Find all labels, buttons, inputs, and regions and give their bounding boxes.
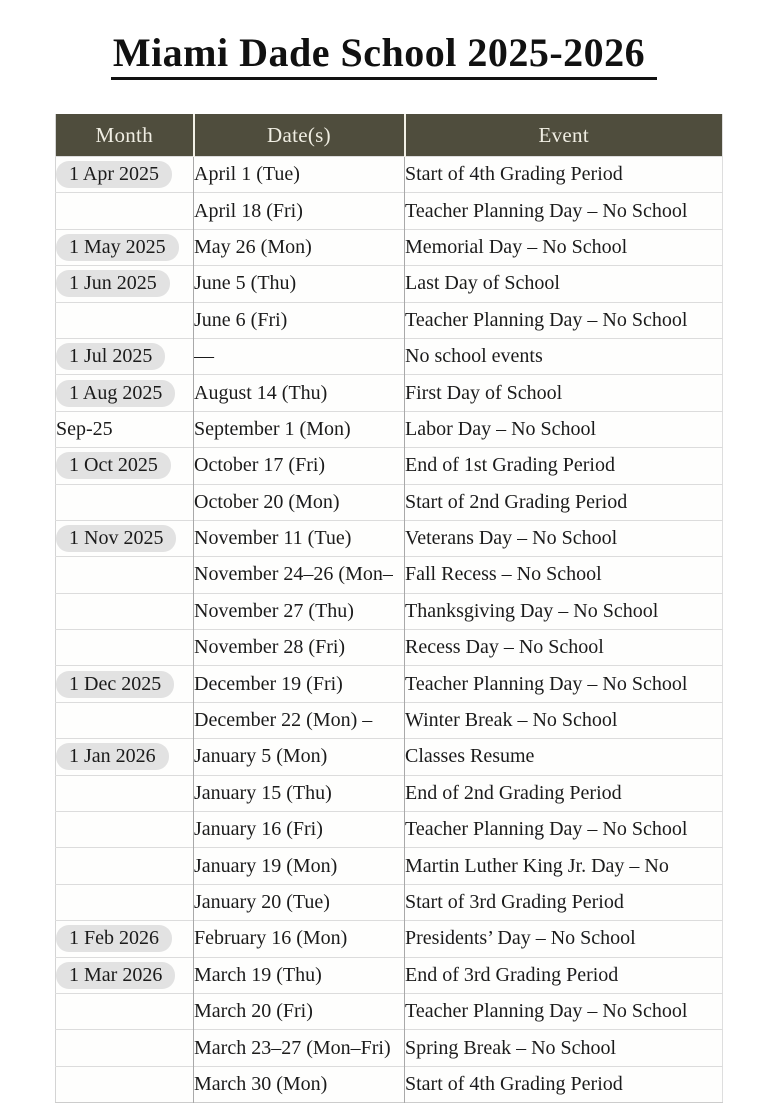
- date-cell: [194, 193, 405, 229]
- date-cell: [194, 411, 405, 447]
- date-label: April 18 (Fri): [194, 199, 303, 222]
- date-cell: [194, 1066, 405, 1102]
- month-cell: [56, 157, 194, 193]
- month-cell: [56, 848, 194, 884]
- date-label: August 14 (Thu): [194, 381, 328, 404]
- event-cell: [405, 302, 723, 338]
- table-row: [56, 484, 723, 520]
- date-cell: [194, 993, 405, 1029]
- table-row: [56, 193, 723, 229]
- event-label: End of 1st Grading Period: [405, 454, 615, 477]
- calendar-table-body: [56, 157, 723, 1103]
- date-label: December 19 (Fri): [194, 672, 343, 695]
- date-label: June 5 (Thu): [194, 272, 297, 295]
- table-row: [56, 702, 723, 738]
- event-label: Presidents’ Day – No School: [405, 927, 636, 950]
- event-label: End of 3rd Grading Period: [405, 963, 619, 986]
- column-header-dates: Date(s): [194, 114, 405, 157]
- table-row: [56, 229, 723, 265]
- event-label: Memorial Day – No School: [405, 235, 628, 258]
- event-cell: [405, 266, 723, 302]
- date-cell: [194, 266, 405, 302]
- event-label: Start of 4th Grading Period: [405, 1072, 623, 1095]
- month-label: 1 Oct 2025: [56, 452, 171, 479]
- date-cell: [194, 702, 405, 738]
- table-row: [56, 848, 723, 884]
- date-label: March 19 (Thu): [194, 963, 322, 986]
- month-cell: [56, 338, 194, 374]
- event-label: Teacher Planning Day – No School: [405, 308, 688, 331]
- event-label: Recess Day – No School: [405, 636, 604, 659]
- month-label: 1 Nov 2025: [56, 525, 176, 552]
- event-cell: [405, 1030, 723, 1066]
- month-label: 1 Dec 2025: [56, 671, 174, 698]
- month-cell: [56, 411, 194, 447]
- month-cell: [56, 1066, 194, 1102]
- date-label: January 15 (Thu): [194, 781, 332, 804]
- date-cell: [194, 302, 405, 338]
- month-label: 1 Jul 2025: [56, 343, 165, 370]
- month-cell: [56, 993, 194, 1029]
- date-label: November 24–26 (Mon–: [194, 563, 393, 586]
- month-label: Sep-25: [56, 418, 113, 441]
- date-label: October 17 (Fri): [194, 454, 326, 477]
- table-row: [56, 666, 723, 702]
- column-header-month: Month: [56, 114, 194, 157]
- date-label: May 26 (Mon): [194, 235, 312, 258]
- date-cell: [194, 812, 405, 848]
- event-label: Labor Day – No School: [405, 417, 597, 440]
- event-label: Teacher Planning Day – No School: [405, 672, 688, 695]
- event-cell: [405, 520, 723, 556]
- date-cell: [194, 338, 405, 374]
- column-header-event: Event: [405, 114, 723, 157]
- event-cell: [405, 702, 723, 738]
- month-label: 1 Feb 2026: [56, 925, 172, 952]
- month-cell: [56, 702, 194, 738]
- date-label: January 16 (Fri): [194, 818, 323, 841]
- event-label: No school events: [405, 345, 543, 368]
- table-row: [56, 593, 723, 629]
- date-cell: [194, 775, 405, 811]
- date-label: December 22 (Mon) –: [194, 709, 373, 732]
- month-cell: [56, 884, 194, 920]
- month-cell: [56, 957, 194, 993]
- event-label: Martin Luther King Jr. Day – No: [405, 854, 669, 877]
- date-cell: [194, 157, 405, 193]
- table-row: [56, 957, 723, 993]
- date-label: March 30 (Mon): [194, 1072, 328, 1095]
- page: [0, 30, 768, 1103]
- date-label: June 6 (Fri): [194, 308, 288, 331]
- month-cell: [56, 266, 194, 302]
- event-label: Start of 3rd Grading Period: [405, 891, 624, 913]
- month-cell: [56, 557, 194, 593]
- event-label: Classes Resume: [405, 745, 535, 768]
- month-label: 1 Mar 2026: [56, 962, 175, 989]
- table-row: [56, 266, 723, 302]
- event-cell: [405, 775, 723, 811]
- event-label: Spring Break – No School: [405, 1036, 617, 1059]
- date-cell: [194, 630, 405, 666]
- event-label: Start of 4th Grading Period: [405, 163, 623, 186]
- month-label: 1 Jan 2026: [56, 743, 169, 770]
- date-label: April 1 (Tue): [194, 163, 300, 186]
- date-cell: [194, 557, 405, 593]
- month-cell: [56, 812, 194, 848]
- event-cell: [405, 957, 723, 993]
- event-cell: [405, 411, 723, 447]
- date-cell: [194, 739, 405, 775]
- event-cell: [405, 557, 723, 593]
- table-row: [56, 884, 723, 920]
- date-label: February 16 (Mon): [194, 927, 348, 950]
- date-label: March 23–27 (Mon–Fri): [194, 1036, 391, 1059]
- table-row: [56, 557, 723, 593]
- event-cell: [405, 848, 723, 884]
- event-cell: [405, 921, 723, 957]
- table-row: [56, 1066, 723, 1102]
- month-label: 1 Apr 2025: [56, 161, 172, 188]
- event-label: Teacher Planning Day – No School: [405, 199, 688, 222]
- date-label: January 19 (Mon): [194, 854, 338, 877]
- event-cell: [405, 193, 723, 229]
- date-cell: [194, 921, 405, 957]
- month-label: 1 Jun 2025: [56, 270, 170, 297]
- event-cell: [405, 884, 723, 920]
- month-cell: [56, 1030, 194, 1066]
- table-row: [56, 375, 723, 411]
- table-row: [56, 448, 723, 484]
- school-calendar-table: [55, 114, 723, 1103]
- date-cell: [194, 448, 405, 484]
- event-cell: [405, 739, 723, 775]
- date-cell: [194, 375, 405, 411]
- month-cell: [56, 593, 194, 629]
- event-label: Last Day of School: [405, 272, 560, 295]
- month-cell: [56, 484, 194, 520]
- table-row: [56, 630, 723, 666]
- page-title: [0, 30, 768, 80]
- date-cell: [194, 229, 405, 265]
- month-cell: [56, 229, 194, 265]
- event-cell: [405, 666, 723, 702]
- date-label: January 20 (Tue): [194, 891, 330, 913]
- month-cell: [56, 302, 194, 338]
- table-row: [56, 993, 723, 1029]
- date-label: November 27 (Thu): [194, 599, 354, 622]
- event-cell: [405, 229, 723, 265]
- event-cell: [405, 338, 723, 374]
- event-cell: [405, 1066, 723, 1102]
- event-cell: [405, 993, 723, 1029]
- date-label: March 20 (Fri): [194, 1000, 313, 1023]
- event-cell: [405, 630, 723, 666]
- date-label: November 11 (Tue): [194, 527, 352, 550]
- date-cell: [194, 666, 405, 702]
- event-cell: [405, 484, 723, 520]
- event-label: Winter Break – No School: [405, 709, 618, 732]
- table-row: [56, 739, 723, 775]
- date-cell: [194, 848, 405, 884]
- month-cell: [56, 448, 194, 484]
- month-cell: [56, 375, 194, 411]
- event-label: Teacher Planning Day – No School: [405, 818, 688, 841]
- month-cell: [56, 739, 194, 775]
- event-label: Start of 2nd Grading Period: [405, 490, 628, 513]
- table-row: [56, 302, 723, 338]
- event-label: Thanksgiving Day – No School: [405, 599, 659, 622]
- month-cell: [56, 666, 194, 702]
- date-cell: [194, 1030, 405, 1066]
- table-row: [56, 520, 723, 556]
- date-label: November 28 (Fri): [194, 636, 346, 659]
- event-label: Fall Recess – No School: [405, 563, 602, 586]
- page-title-text: Miami Dade School 2025-2026: [111, 30, 657, 80]
- date-label: October 20 (Mon): [194, 490, 340, 513]
- date-cell: [194, 593, 405, 629]
- date-cell: [194, 884, 405, 920]
- month-cell: [56, 193, 194, 229]
- table-row: [56, 1030, 723, 1066]
- date-label: September 1 (Mon): [194, 417, 351, 440]
- event-cell: [405, 593, 723, 629]
- table-row: [56, 921, 723, 957]
- table-row: [56, 775, 723, 811]
- month-label: 1 Aug 2025: [56, 380, 175, 407]
- date-cell: [194, 484, 405, 520]
- event-label: Veterans Day – No School: [405, 527, 618, 550]
- date-label: —: [194, 345, 214, 368]
- table-row: [56, 411, 723, 447]
- event-cell: [405, 157, 723, 193]
- event-label: Teacher Planning Day – No School: [405, 1000, 688, 1023]
- table-row: [56, 338, 723, 374]
- month-cell: [56, 630, 194, 666]
- event-label: End of 2nd Grading Period: [405, 781, 622, 804]
- month-cell: [56, 921, 194, 957]
- event-label: First Day of School: [405, 381, 563, 404]
- month-cell: [56, 520, 194, 556]
- event-cell: [405, 375, 723, 411]
- event-cell: [405, 812, 723, 848]
- header-row: [56, 114, 723, 157]
- table-header: [56, 114, 723, 157]
- event-cell: [405, 448, 723, 484]
- date-label: January 5 (Mon): [194, 745, 328, 768]
- date-cell: [194, 520, 405, 556]
- table-row: [56, 157, 723, 193]
- date-cell: [194, 957, 405, 993]
- table-row: [56, 812, 723, 848]
- month-label: 1 May 2025: [56, 234, 179, 261]
- month-cell: [56, 775, 194, 811]
